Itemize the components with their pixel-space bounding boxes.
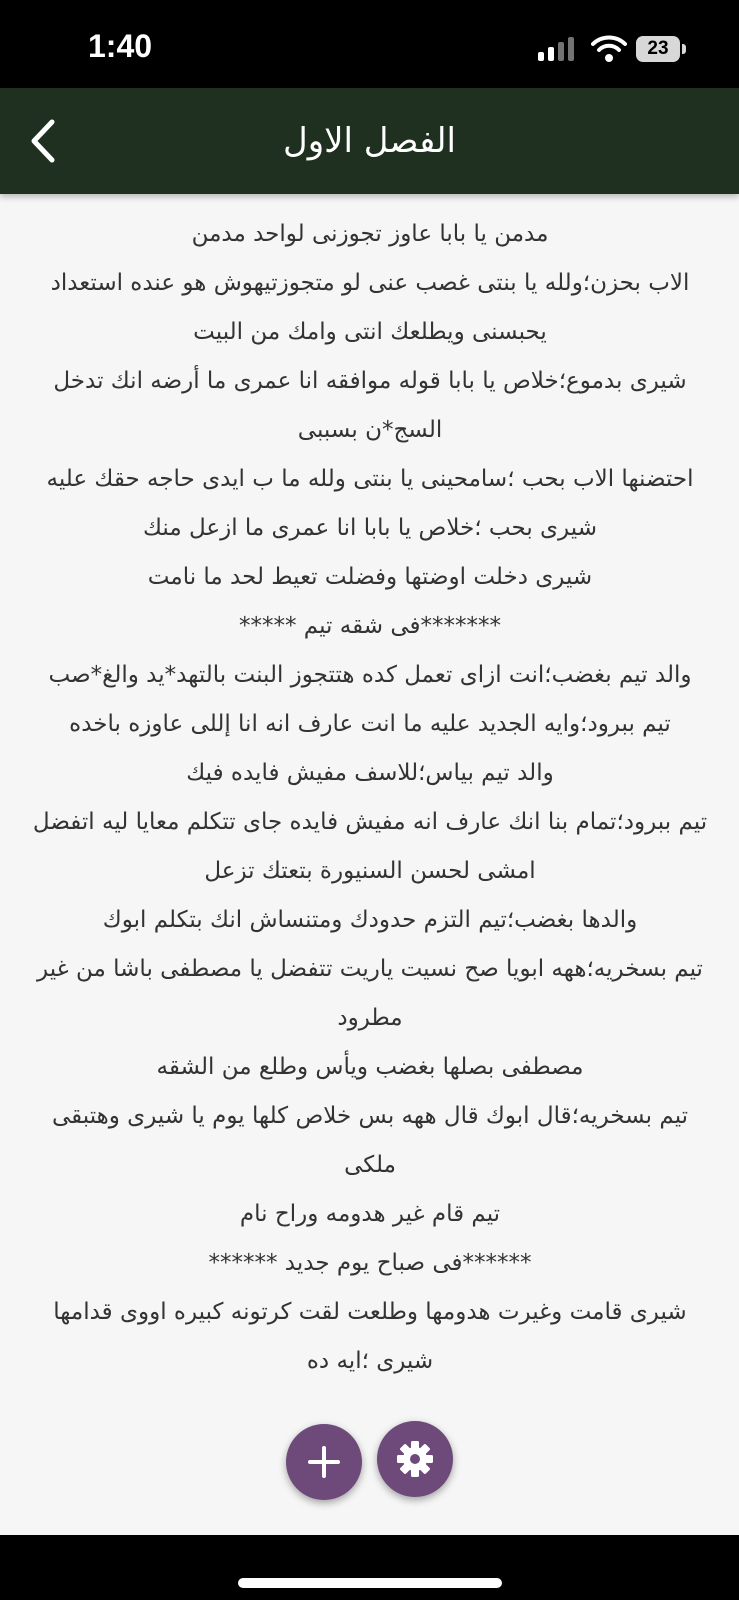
chapter-text [30,210,710,1540]
text-paragraph: شيرى قامت وغيرت هدومها وطلعت لقت كرتونه كبيره اووى قدامها [53,1299,687,1325]
back-button[interactable] [22,114,72,168]
status-bar [0,0,739,88]
app-bar [0,88,739,194]
text-paragraph: *******فى شقه تيم ***** [239,613,501,639]
text-paragraph: تيم ببرود؛وايه الجديد عليه ما انت عارف انه انا إللى عاوزه باخده [69,711,671,737]
text-paragraph: شيرى ؛ايه ده [306,1348,434,1374]
text-paragraph: مدمن يا بابا عاوز تجوزنى لواحد مدمن [191,221,549,247]
gear-icon [395,1439,435,1479]
chevron-left-icon [22,114,72,168]
status-time: 1:40 [88,28,153,64]
text-paragraph: تيم قام غير هدومه وراح نام [239,1201,501,1227]
settings-button[interactable] [377,1421,453,1497]
text-paragraph: تيم ببرود؛تمام بنا انك عارف انه مفيش فايده جاى تتكلم معايا ليه اتفضل امشى لحسن السنيورة بتعتك تزعل [32,809,708,884]
text-paragraph: مصطفى بصلها بغضب ويأس وطلع من الشقه [156,1054,584,1080]
text-paragraph: ******فى صباح يوم جديد ****** [208,1250,532,1276]
battery-icon [636,36,686,62]
text-paragraph: تيم بسخريه؛قال ابوك قال ههه بس خلاص كلها يوم يا شيرى وهتبقى ملكى [51,1103,689,1178]
text-paragraph: شيرى بحب ؛خلاص يا بابا انا عمرى ما ازعل منك [143,515,597,541]
text-paragraph: شيرى دخلت اوضتها وفضلت تعيط لحد ما نامت [147,564,593,590]
signal-icon [538,37,576,61]
text-paragraph: والدها بغضب؛تيم التزم حدودك ومتنساش انك بتكلم ابوك [102,907,638,933]
text-paragraph: احتضنها الاب بحب ؛سامحينى يا بنتى ولله ما ب ايدى حاجه حقك عليه [46,466,694,492]
text-paragraph: الاب بحزن؛ولله يا بنتى غصب عنى لو متجوزتيهوش هو عنده استعداد يحبسنى ويطلعك انتى وامك من البيت [50,270,690,345]
plus-icon [304,1442,344,1482]
system-nav-bar [0,1535,739,1600]
text-paragraph: والد تيم بغضب؛انت ازاى تعمل كده هتتجوز البنت بالتهد*يد والغ*صب [48,662,692,688]
text-paragraph: تيم بسخريه؛ههه ابويا صح نسيت ياريت تتفضل يا مصطفى باشا من غير مطرود [37,956,703,1031]
home-indicator[interactable] [238,1578,502,1588]
wifi-icon [591,34,627,62]
battery-level: 23 [636,36,680,62]
add-button[interactable] [286,1424,362,1500]
text-paragraph: والد تيم بياس؛للاسف مفيش فايده فيك [186,760,554,786]
text-paragraph: شيرى بدموع؛خلاص يا بابا قوله موافقه انا عمرى ما أرضه انك تدخل السج*ن بسببى [53,368,687,443]
chapter-title: الفصل الاول [282,121,456,161]
